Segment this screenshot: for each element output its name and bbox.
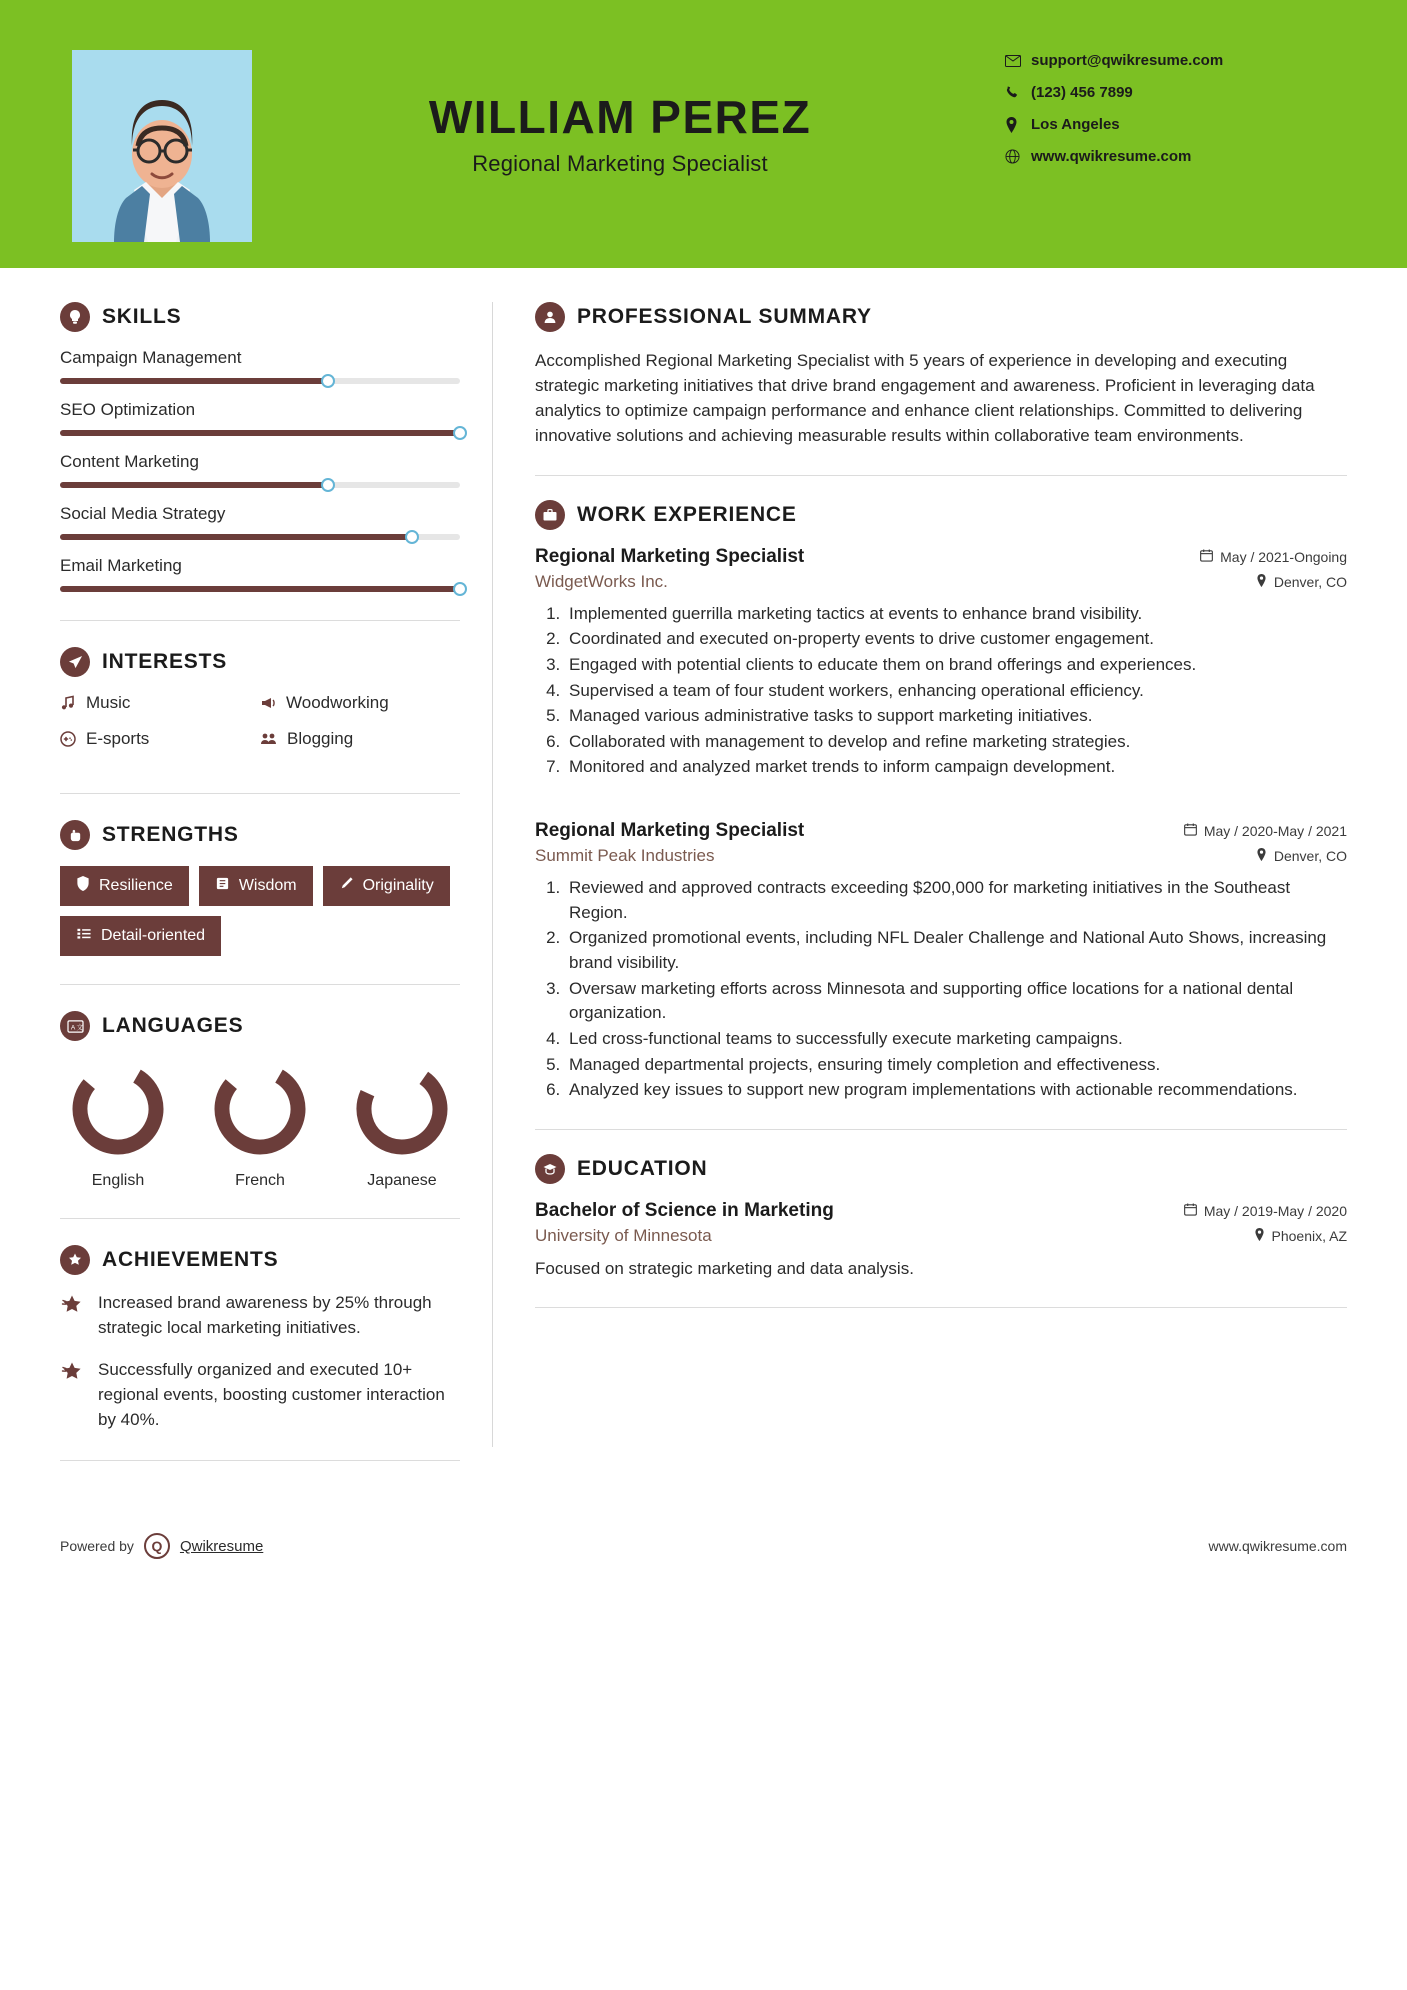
bullet: 1. Reviewed and approved contracts exceeding $200,000 for marketing initiatives in the Southeast Region.: [565, 876, 1347, 925]
envelope-icon: [1005, 53, 1031, 69]
resume-body: [0, 268, 1407, 1487]
bullet: 6. Collaborated with management to develop and refine marketing strategies.: [565, 730, 1347, 755]
degree-title: Bachelor of Science in Marketing: [535, 1199, 834, 1221]
job-location-text: Denver, CO: [1273, 848, 1347, 865]
job-location: [1256, 848, 1347, 864]
language-item: [202, 1057, 318, 1190]
divider: [535, 1307, 1347, 1308]
bullet: 4. Supervised a team of four student workers, enhancing operational efficiency.: [565, 679, 1347, 704]
book-icon: [215, 876, 230, 896]
section-title: LANGUAGES: [102, 1014, 244, 1037]
strength-chip: [323, 866, 450, 906]
section-title: PROFESSIONAL SUMMARY: [577, 305, 872, 328]
achievement-text: Increased brand awareness by 25% through strategic local marketing initiatives.: [98, 1293, 432, 1337]
skill-label: Campaign Management: [60, 348, 242, 367]
location-pin-icon: [1005, 117, 1031, 133]
calendar-icon: [1184, 1203, 1197, 1219]
skill-label: Social Media Strategy: [60, 504, 226, 523]
education-item: [535, 1200, 1347, 1281]
qwikresume-logo-icon: Q: [144, 1533, 170, 1559]
fist-icon: [60, 820, 90, 850]
section-skills: [60, 302, 460, 592]
contact-list: [1005, 52, 1335, 180]
briefcase-icon: [535, 500, 565, 530]
skill-item: [60, 348, 460, 384]
bullet: 7. Monitored and analyzed market trends to inform campaign development.: [565, 755, 1347, 780]
star-icon: [60, 1358, 86, 1432]
skill-label: SEO Optimization: [60, 400, 196, 419]
qwikresume-brand-link[interactable]: Qwikresume: [179, 1537, 264, 1555]
section-title: WORK EXPERIENCE: [577, 502, 797, 526]
lightbulb-icon: [60, 302, 90, 332]
strength-chip: [199, 866, 313, 906]
education-location-text: Phoenix, AZ: [1271, 1227, 1347, 1244]
section-title: EDUCATION: [577, 1156, 708, 1180]
calendar-icon: [1184, 823, 1197, 839]
bullet: 3. Oversaw marketing efforts across Minnesota and supporting office locations for a national dental organization.: [565, 977, 1347, 1026]
language-item: [60, 1057, 176, 1190]
education-date: [1184, 1203, 1347, 1219]
section-education: [535, 1154, 1347, 1281]
contact-phone[interactable]: [1005, 84, 1335, 101]
strength-chip: [60, 916, 221, 956]
achievement-text: Successfully organized and executed 10+ regional events, boosting customer interaction by 40%.: [98, 1360, 445, 1429]
footer-website[interactable]: www.qwikresume.com: [1208, 1538, 1347, 1555]
achievement-item: [60, 1358, 460, 1432]
footer: [0, 1517, 1407, 1589]
pencil-icon: [339, 876, 354, 896]
powered-by: [60, 1533, 263, 1559]
strength-chip: [60, 866, 189, 906]
job-bullets: [565, 602, 1347, 780]
location-pin-icon: [1254, 1228, 1265, 1244]
divider: [60, 620, 460, 621]
divider: [60, 1460, 460, 1461]
job-date: [1200, 549, 1347, 565]
skill-item: [60, 452, 460, 488]
experience-item: [535, 546, 1347, 780]
job-bullets: [565, 876, 1347, 1103]
users-icon: [260, 731, 277, 747]
skill-item: [60, 400, 460, 436]
svg-text:A: A: [70, 1023, 75, 1031]
bullet: 2. Organized promotional events, including NFL Dealer Challenge and National Auto Shows, increasing brand visibility.: [565, 926, 1347, 975]
section-summary: [535, 302, 1347, 449]
job-date: [1184, 823, 1347, 839]
contact-email[interactable]: [1005, 52, 1335, 69]
skill-label: Email Marketing: [60, 556, 182, 575]
contact-email-text: support@qwikresume.com: [1031, 52, 1224, 69]
skill-item: [60, 504, 460, 540]
language-label: Japanese: [367, 1172, 437, 1189]
strength-label: Resilience: [99, 877, 173, 894]
paper-plane-icon: [60, 647, 90, 677]
section-title: STRENGTHS: [102, 823, 239, 846]
achievement-item: [60, 1291, 460, 1340]
language-ring: [208, 1057, 312, 1161]
section-languages: [60, 1011, 460, 1190]
skill-bar: [60, 482, 460, 488]
strength-label: Originality: [362, 877, 434, 894]
list-icon: [76, 926, 92, 946]
interest-label: Blogging: [287, 729, 354, 748]
contact-website-text: www.qwikresume.com: [1031, 148, 1192, 165]
divider: [535, 1129, 1347, 1130]
interest-item: [260, 693, 460, 713]
divider: [60, 1218, 460, 1219]
section-strengths: [60, 820, 460, 956]
divider: [60, 793, 460, 794]
powered-by-label: Powered by: [60, 1538, 134, 1555]
divider: [60, 984, 460, 985]
education-location: [1254, 1228, 1348, 1244]
contact-location: [1005, 116, 1335, 133]
main-content: [493, 268, 1359, 1487]
location-pin-icon: [1256, 574, 1267, 590]
interest-label: E-sports: [86, 729, 150, 748]
experience-item: [535, 820, 1347, 1103]
strength-label: Wisdom: [238, 877, 297, 894]
globe-icon: [1005, 149, 1031, 164]
section-title: INTERESTS: [102, 650, 228, 673]
language-ring: [66, 1057, 170, 1161]
gamepad-icon: [60, 731, 76, 747]
job-location-text: Denver, CO: [1273, 573, 1347, 590]
section-achievements: [60, 1245, 460, 1432]
language-item: [344, 1057, 460, 1190]
interest-item: [60, 729, 260, 749]
job-title: Regional Marketing Specialist: [535, 545, 805, 567]
bullet: 4. Led cross-functional teams to successfully execute marketing campaigns.: [565, 1027, 1347, 1052]
summary-text: Accomplished Regional Marketing Specialist with 5 years of experience in developing and executing strategic marketing initiatives that drive brand engagement and awareness. Proficient in leveraging data analytics to optimize campaign performance and enhance client relationships. Committed to delivering innovative solutions and achieving measurable results within collaborative team environments.: [535, 351, 1315, 446]
megaphone-icon: [260, 695, 276, 711]
star-badge-icon: [60, 1245, 90, 1275]
skill-bar: [60, 430, 460, 436]
bullet: 1. Implemented guerrilla marketing tactics at events to enhance brand visibility.: [565, 602, 1347, 627]
skill-item: [60, 556, 460, 592]
interest-label: Woodworking: [286, 693, 389, 712]
job-company: Summit Peak Industries: [535, 846, 715, 866]
education-note: Focused on strategic marketing and data analysis.: [535, 1258, 914, 1278]
music-note-icon: [60, 695, 76, 711]
job-title: Regional Marketing Specialist: [535, 820, 805, 842]
star-icon: [60, 1291, 86, 1340]
bullet: 5. Managed various administrative tasks to support marketing initiatives.: [565, 704, 1347, 729]
language-ring: [350, 1057, 454, 1161]
strength-label: Detail-oriented: [101, 927, 206, 944]
language-label: English: [91, 1172, 145, 1189]
skill-bar: [60, 586, 460, 592]
contact-location-text: Los Angeles: [1031, 116, 1120, 133]
avatar: [72, 50, 252, 242]
bullet: 2. Coordinated and executed on-property events to drive customer engagement.: [565, 627, 1347, 652]
resume-header: [0, 0, 1407, 268]
job-date-text: May / 2020-May / 2021: [1203, 823, 1347, 840]
divider: [535, 475, 1347, 476]
user-circle-icon: [535, 302, 565, 332]
language-label: French: [235, 1172, 285, 1189]
translate-icon: [60, 1011, 90, 1041]
calendar-icon: [1200, 549, 1213, 565]
section-title: ACHIEVEMENTS: [102, 1248, 279, 1271]
section-experience: [535, 500, 1347, 1103]
bullet: 5. Managed departmental projects, ensuring timely completion and effectiveness.: [565, 1053, 1347, 1078]
location-pin-icon: [1256, 848, 1267, 864]
interest-item: [260, 729, 460, 749]
graduation-cap-icon: [535, 1154, 565, 1184]
candidate-role: Regional Marketing Specialist: [472, 150, 768, 176]
skill-bar: [60, 378, 460, 384]
school-name: University of Minnesota: [535, 1225, 712, 1245]
job-company: WidgetWorks Inc.: [535, 571, 668, 591]
contact-website[interactable]: [1005, 148, 1335, 165]
interest-item: [60, 693, 260, 713]
job-date-text: May / 2021-Ongoing: [1220, 548, 1347, 565]
interest-label: Music: [86, 693, 131, 712]
shield-icon: [76, 876, 90, 896]
bullet: 6. Analyzed key issues to support new program implementations with actionable recommendations.: [565, 1078, 1347, 1103]
sidebar: [48, 268, 492, 1487]
candidate-name: WILLIAM PEREZ: [428, 91, 812, 143]
name-block: [290, 92, 950, 177]
education-date-text: May / 2019-May / 2020: [1203, 1202, 1347, 1219]
skill-bar: [60, 534, 460, 540]
skill-label: Content Marketing: [60, 452, 199, 471]
job-location: [1256, 574, 1347, 590]
bullet: 3. Engaged with potential clients to educate them on brand offerings and experiences.: [565, 653, 1347, 678]
contact-phone-text: (123) 456 7899: [1031, 84, 1133, 101]
section-interests: [60, 647, 460, 765]
svg-text:文: 文: [75, 1023, 83, 1031]
phone-icon: [1005, 85, 1031, 100]
section-title: SKILLS: [102, 305, 182, 328]
